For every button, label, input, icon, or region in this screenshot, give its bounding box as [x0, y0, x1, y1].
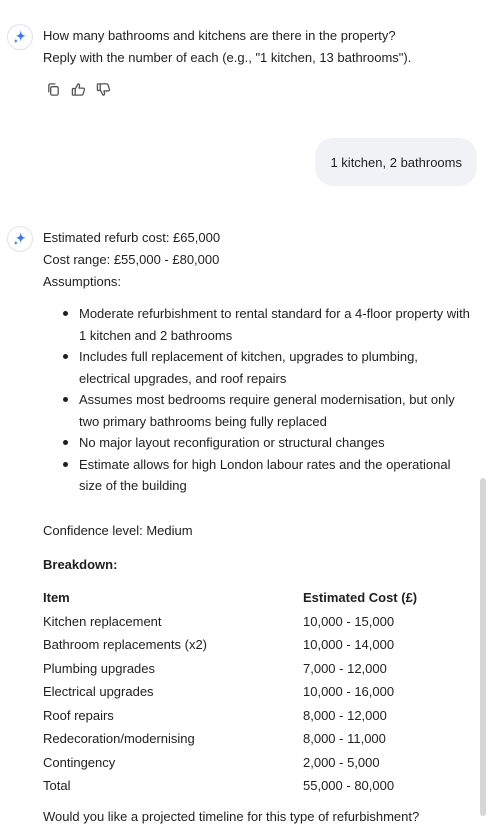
estimated-cost-text: Estimated refurb cost: £65,000 [43, 230, 221, 245]
confidence-level: Confidence level: Medium [43, 523, 193, 538]
sparkle-icon [11, 230, 29, 248]
user-message-text: 1 kitchen, 2 bathrooms [330, 154, 462, 170]
row-cost: 10,000 - 14,000 [303, 637, 395, 653]
user-message-bubble [315, 138, 477, 186]
table-row [43, 633, 443, 657]
row-item: Contingency [43, 754, 116, 770]
table-header-row [43, 586, 443, 610]
assumption-item: No major layout reconfiguration or structural changes [61, 432, 471, 454]
row-cost: 10,000 - 16,000 [303, 684, 395, 700]
table-row-total [43, 774, 443, 798]
assistant-message-question [43, 25, 411, 69]
table-row [43, 657, 443, 681]
sparkle-icon [11, 28, 29, 46]
assumption-item: Assumes most bedrooms require general modernisation, but only two primary bathrooms being fully replaced [61, 389, 471, 432]
cost-range-text: Cost range: £55,000 - £80,000 [43, 252, 220, 267]
row-cost: 7,000 - 12,000 [303, 660, 387, 676]
table-row [43, 680, 443, 704]
row-item: Electrical upgrades [43, 684, 154, 700]
assumptions-label: Assumptions: [43, 274, 122, 289]
header-cost: Estimated Cost (£) [303, 590, 418, 606]
assistant-avatar [7, 226, 33, 252]
thumbs-up-icon[interactable] [71, 82, 86, 97]
scrollbar[interactable] [480, 478, 486, 816]
cost-breakdown-table [43, 586, 443, 798]
row-cost: 55,000 - 80,000 [303, 778, 395, 794]
row-item: Roof repairs [43, 707, 114, 723]
table-row [43, 751, 443, 775]
row-cost: 8,000 - 12,000 [303, 707, 387, 723]
row-cost: 2,000 - 5,000 [303, 754, 380, 770]
row-item: Bathroom replacements (x2) [43, 637, 208, 653]
message-actions [46, 82, 111, 97]
row-item: Plumbing upgrades [43, 660, 156, 676]
table-row [43, 704, 443, 728]
table-row [43, 610, 443, 634]
assistant-message-estimate [43, 227, 220, 293]
row-cost: 8,000 - 11,000 [303, 731, 386, 747]
row-item: Total [43, 778, 71, 794]
assumption-item: Moderate refurbishment to rental standard for a 4-floor property with 1 kitchen and 2 bathrooms [61, 303, 471, 346]
question-line-2: Reply with the number of each (e.g., "1 kitchen, 13 bathrooms"). [43, 50, 412, 65]
followup-question: Would you like a projected timeline for this type of refurbishment? [43, 809, 420, 824]
assumption-item: Estimate allows for high London labour rates and the operational size of the building [61, 454, 471, 497]
header-item: Item [43, 590, 70, 606]
copy-icon[interactable] [46, 82, 61, 97]
thumbs-down-icon[interactable] [96, 82, 111, 97]
table-row [43, 727, 443, 751]
breakdown-title: Breakdown: [43, 557, 118, 572]
assumption-item: Includes full replacement of kitchen, upgrades to plumbing, electrical upgrades, and roof repairs [61, 346, 471, 389]
assistant-avatar [7, 24, 33, 50]
question-line-1: How many bathrooms and kitchens are there in the property? [43, 28, 396, 43]
assumptions-list [61, 303, 471, 497]
row-cost: 10,000 - 15,000 [303, 613, 395, 629]
row-item: Kitchen replacement [43, 613, 162, 629]
row-item: Redecoration/modernising [43, 731, 195, 747]
